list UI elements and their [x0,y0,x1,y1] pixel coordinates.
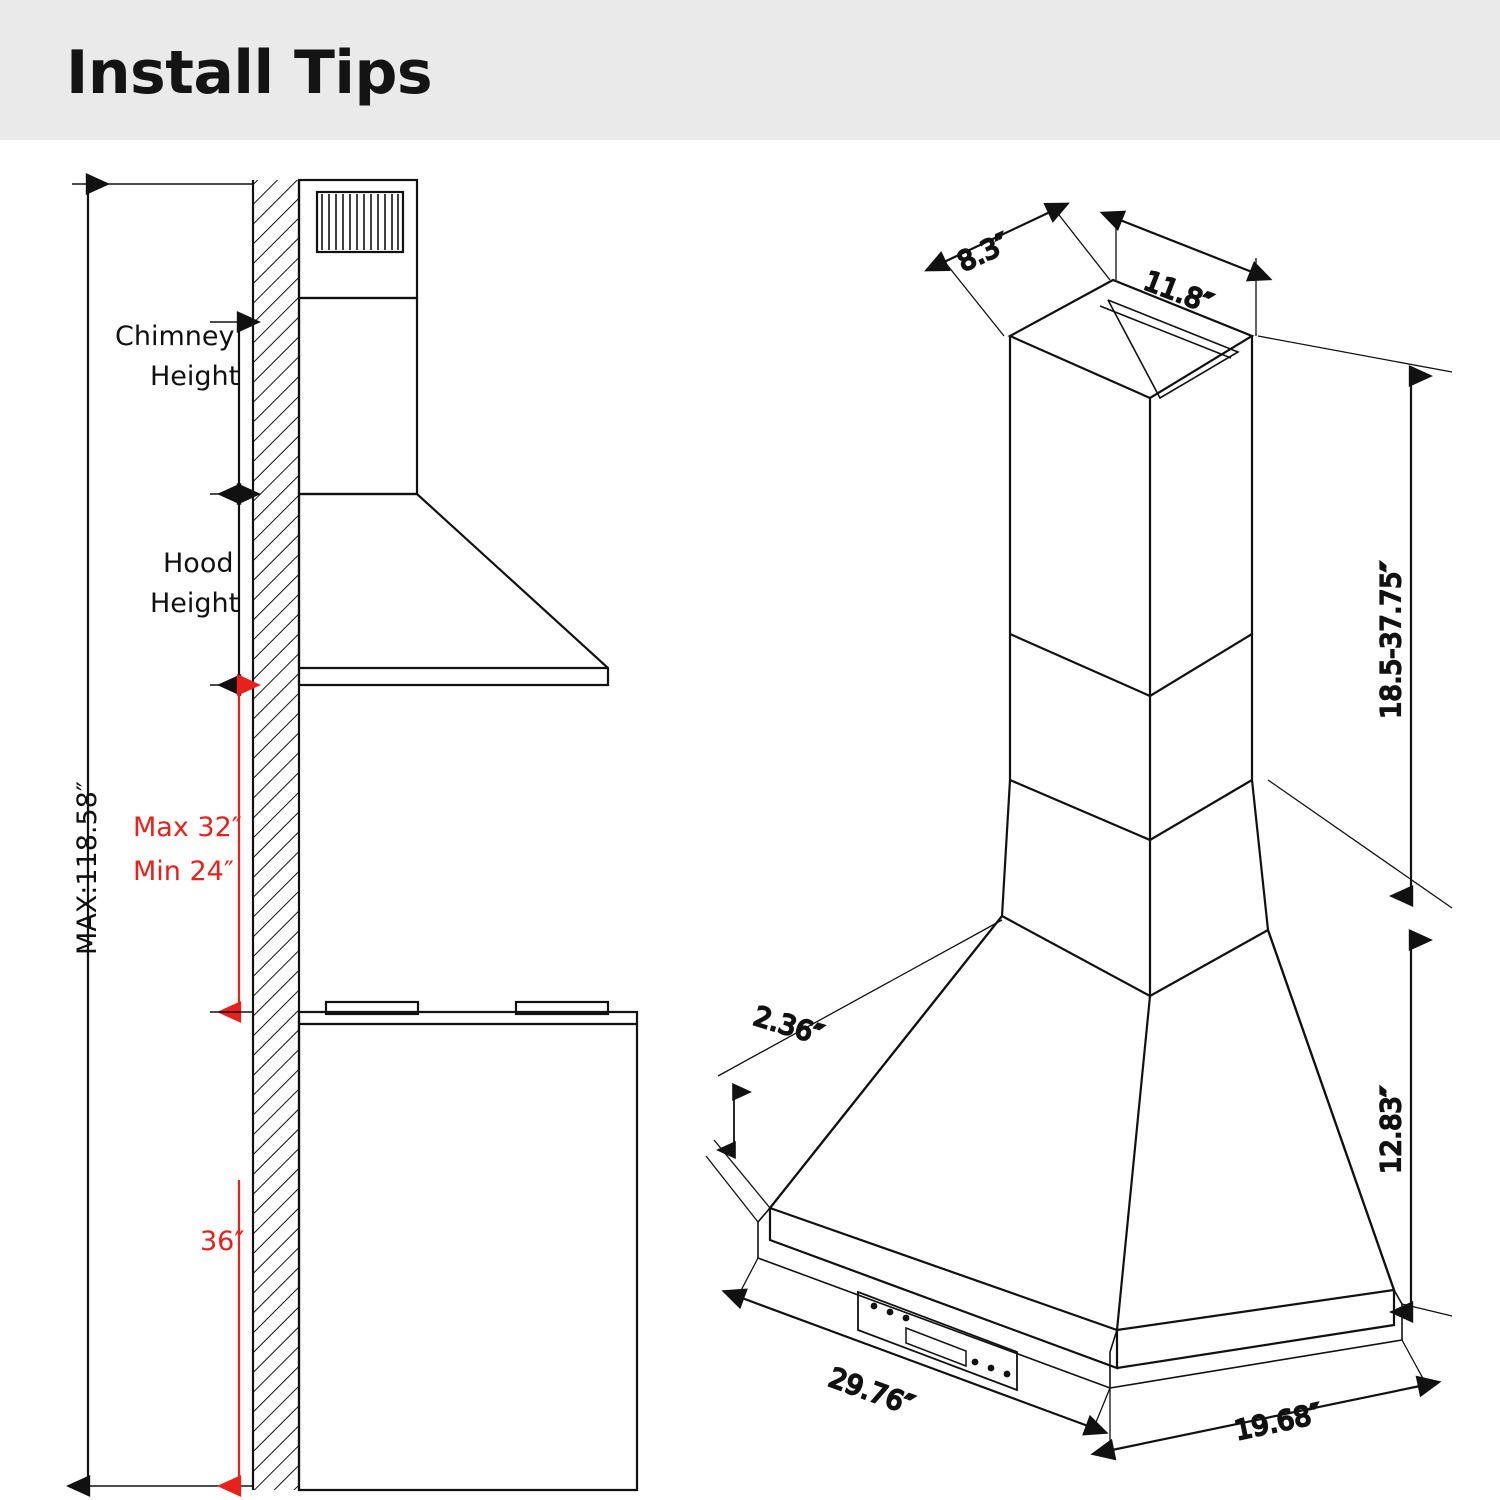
label-chimney-depth: 8.3″ [952,227,1015,279]
label-chimney-height-line1: Chimney [115,321,235,352]
label-hood-height-line1: Hood [163,548,234,579]
hood-canopy-profile [299,494,608,685]
diagram-canvas [0,140,1500,1500]
dimension-hood-height-iso [1402,940,1452,1316]
chimney-upper-section [299,180,417,298]
label-canopy-lip: 2.36″ [749,1001,827,1052]
page-title: Install Tips [66,38,433,108]
control-panel[interactable] [858,1292,1017,1390]
label-max-total-height: MAX:118.58″ [72,781,103,955]
dimension-chimney-height-range [1258,336,1452,908]
label-chimney-height-line2: Height [150,361,240,392]
label-chimney-height-range: 18.5-37.75″ [1376,561,1407,719]
label-max-clearance: Max 32″ [133,812,242,843]
label-hood-depth: 19.68″ [1232,1398,1324,1447]
wall-hatch [253,180,299,1490]
chimney-lower-section [299,298,417,494]
hood-canopy-iso [758,780,1402,1388]
isometric-hood-drawing [706,206,1452,1454]
dimension-canopy-lip [706,920,1002,1222]
chimney-top-face [1010,280,1252,398]
label-hood-width: 29.76″ [824,1362,918,1422]
label-hood-height-line2: Height [150,588,240,619]
label-counter-height: 36″ [200,1226,245,1257]
label-min-clearance: Min 24″ [133,856,234,887]
dimension-chimney-width [1116,212,1256,336]
label-hood-height-iso: 12.83″ [1376,1086,1407,1174]
chimney-lower-body [1010,634,1252,840]
cooktop-counter [299,1002,637,1490]
label-chimney-width: 11.8″ [1139,265,1217,320]
header-banner [0,0,1500,140]
